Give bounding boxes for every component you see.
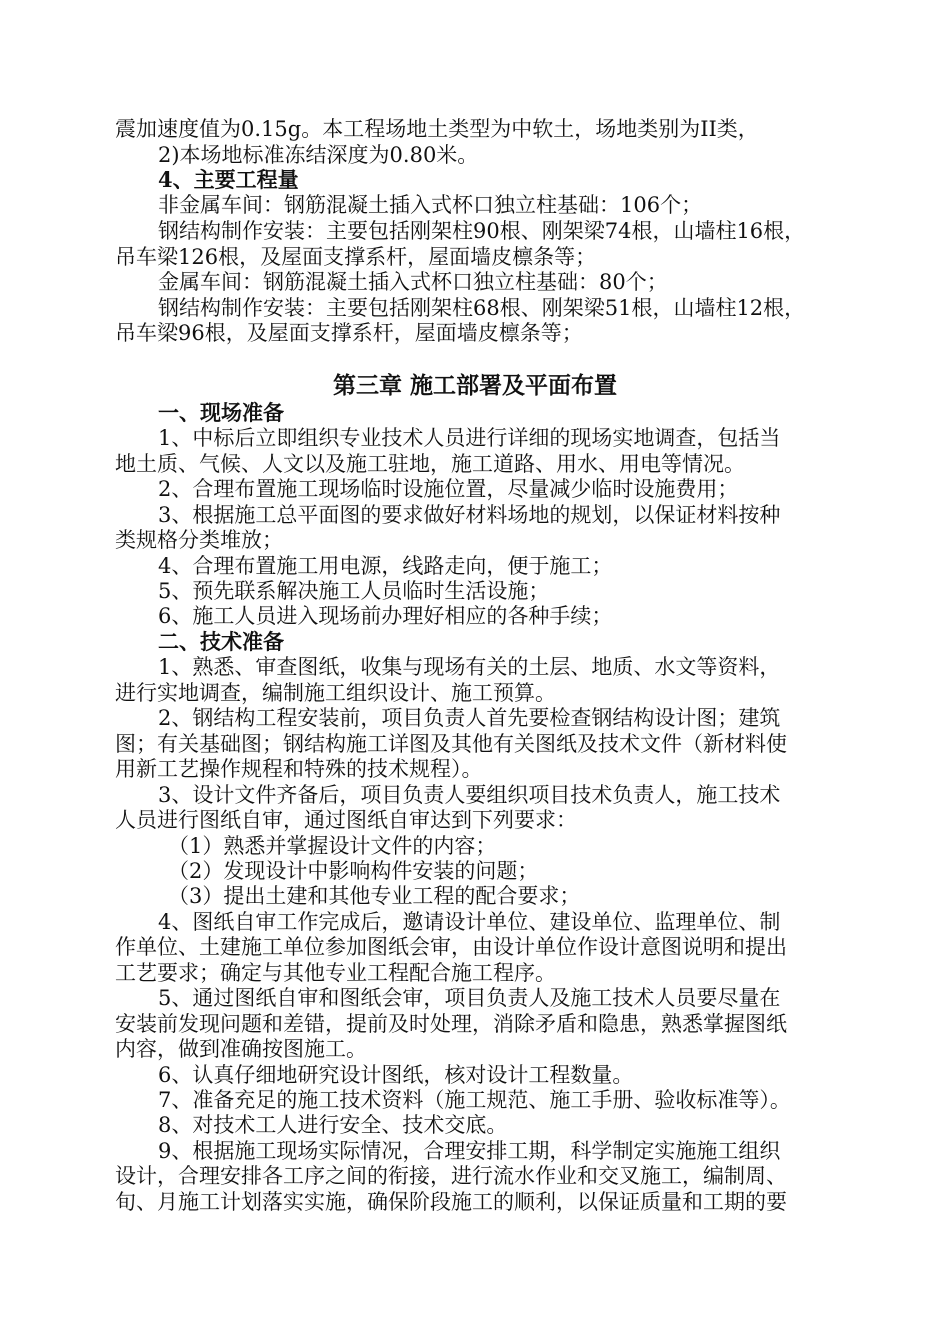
paragraph-line: 工艺要求；确定与其他专业工程配合施工程序。 [115,961,556,985]
paragraph-line: 2)本场地标准冻结深度为0.80米。 [158,143,479,167]
paragraph-line: 作单位、土建施工单位参加图纸会审，由设计单位作设计意图说明和提出 [115,935,787,959]
paragraph-line: 安装前发现问题和差错，提前及时处理，消除矛盾和隐患，熟悉掌握图纸 [115,1012,787,1036]
paragraph-line: 6、认真仔细地研究设计图纸，核对设计工程数量。 [158,1063,634,1087]
paragraph-line: 5、通过图纸自审和图纸会审，项目负责人及施工技术人员要尽量在 [158,986,781,1010]
paragraph-line: 吊车梁126根，及屋面支撑系杆，屋面墙皮檩条等； [115,245,597,269]
paragraph-line: 地土质、气候、人文以及施工驻地，施工道路、用水、用电等情况。 [115,452,745,476]
section-heading: 二、技术准备 [158,629,284,654]
paragraph-line: 6、施工人员进入现场前办理好相应的各种手续； [158,604,613,628]
paragraph-line: 3、设计文件齐备后，项目负责人要组织项目技术负责人，施工技术 [158,783,781,807]
list-item: （2）发现设计中影响构件安装的问题； [168,859,539,883]
paragraph-line: 震加速度值为0.15g。本工程场地土类型为中软土，场地类别为II类， [115,117,759,141]
paragraph-line: 2、合理布置施工现场临时设施位置，尽量减少临时设施费用； [158,477,739,501]
list-item: （3）提出土建和其他专业工程的配合要求； [168,884,581,908]
paragraph-line: 钢结构制作安装：主要包括刚架柱68根、刚架梁51根，山墙柱12根， [158,296,806,320]
paragraph-line: 设计，合理安排各工序之间的衔接，进行流水作业和交叉施工，编制周、 [115,1164,787,1188]
paragraph-line: 1、熟悉、审查图纸，收集与现场有关的土层、地质、水文等资料， [158,655,781,679]
paragraph-line: 用新工艺操作规程和特殊的技术规程）。 [115,757,483,781]
paragraph-line: 内容，做到准确按图施工。 [115,1037,367,1061]
paragraph-line: 4、图纸自审工作完成后，邀请设计单位、建设单位、监理单位、制 [158,910,781,934]
paragraph-line: 3、根据施工总平面图的要求做好材料场地的规划，以保证材料按种 [158,503,781,527]
paragraph-line: 5、预先联系解决施工人员临时生活设施； [158,579,550,603]
paragraph-line: 图；有关基础图；钢结构施工详图及其他有关图纸及技术文件（新材料使 [115,732,787,756]
paragraph-line: 人员进行图纸自审，通过图纸自审达到下列要求： [115,808,577,832]
paragraph-line: 非金属车间：钢筋混凝土插入式杯口独立柱基础：106个； [158,193,703,217]
paragraph-line: 钢结构制作安装：主要包括刚架柱90根、刚架梁74根，山墙柱16根， [158,219,806,243]
paragraph-line: 2、钢结构工程安装前，项目负责人首先要检查钢结构设计图；建筑 [158,706,781,730]
chapter-title: 第三章 施工部署及平面布置 [332,372,617,399]
paragraph-line: 金属车间：钢筋混凝土插入式杯口独立柱基础：80个； [158,270,668,294]
paragraph-line: 1、中标后立即组织专业技术人员进行详细的现场实地调查，包括当 [158,426,781,450]
paragraph-line: 吊车梁96根，及屋面支撑系杆，屋面墙皮檩条等； [115,321,583,345]
section-heading: 一、现场准备 [158,400,284,425]
paragraph-line: 8、对技术工人进行安全、技术交底。 [158,1113,508,1137]
paragraph-line: 进行实地调查，编制施工组织设计、施工预算。 [115,681,556,705]
paragraph-line: 9、根据施工现场实际情况，合理安排工期，科学制定实施施工组织 [158,1139,781,1163]
paragraph-line: 类规格分类堆放； [115,528,283,552]
list-item: （1）熟悉并掌握设计文件的内容； [168,834,497,858]
paragraph-line: 7、准备充足的施工技术资料（施工规范、施工手册、验收标准等）。 [158,1088,791,1112]
section-heading: 4、主要工程量 [158,167,299,192]
paragraph-line: 4、合理布置施工用电源，线路走向，便于施工； [158,554,613,578]
paragraph-line: 旬、月施工计划落实实施，确保阶段施工的顺利，以保证质量和工期的要 [115,1190,787,1214]
